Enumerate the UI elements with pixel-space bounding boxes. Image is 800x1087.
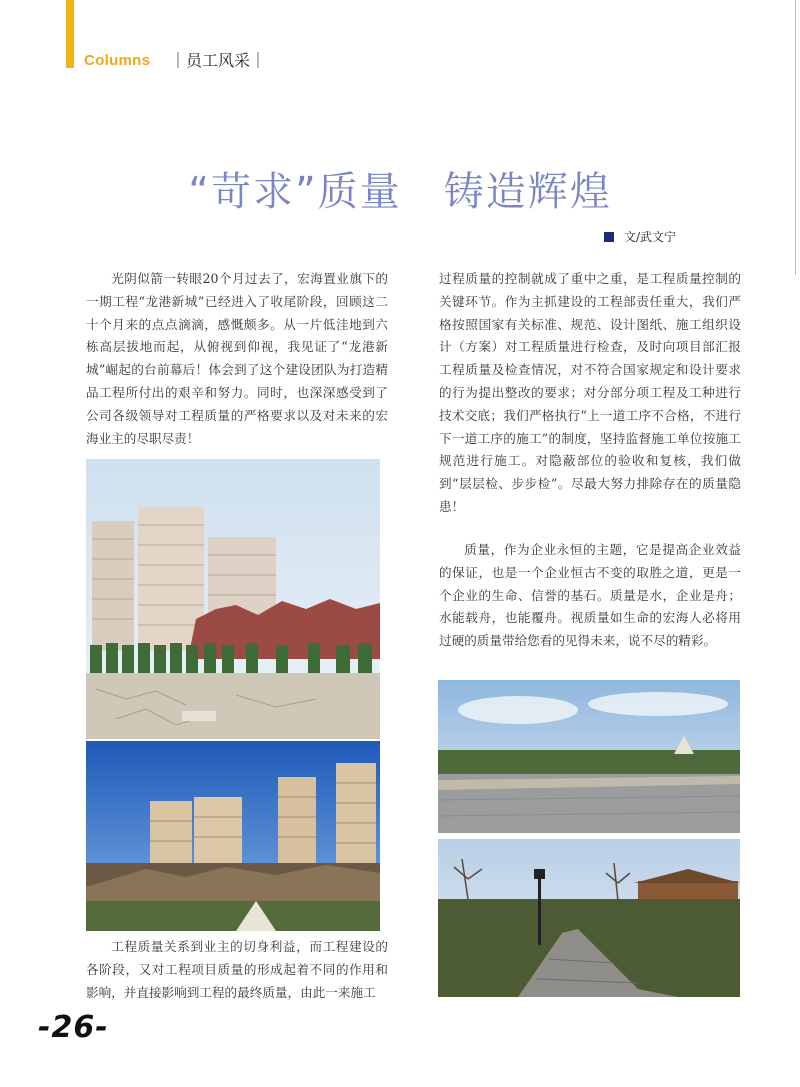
section-label: ｜员工风采｜	[170, 51, 267, 70]
photo-completed-towers	[86, 741, 380, 931]
text-column-left-lower	[86, 936, 388, 1004]
byline-square-icon	[604, 232, 614, 242]
photo-construction-site	[86, 459, 380, 739]
paragraph-intro: 光阴似箭一转眼20个月过去了，宏海置业旗下的一期工程“龙港新城”已经进入了收尾阶段，回顾这二十个月来的点点滴滴，感慨颇多。从一片低洼地到六栋高层拔地而起，从俯视到仰视，我见证了“龙港新城”崛起的台前幕后！体会到了这个建设团队为打造精品工程所付出的艰辛和努力。同时，也深深感受到了公司各级领导对工程质量的严格要求以及对未来的宏海业主的尽职尽责！	[86, 271, 388, 446]
photo-plaza	[438, 680, 740, 833]
text-column-left	[86, 268, 388, 450]
paragraph-continued: 过程质量的控制就成了重中之重，是工程质量控制的关键环节。作为主抓建设的工程部责任重大，我们严格按照国家有关标准、规范、设计图纸、施工组织设计（方案）对工程质量进行检查，及时向项目部汇报工程质量及检查情况，对不符合国家规定和设计要求的行为提出整改的要求；对分部分项工程及工种进行技术交底；我们严格执行“上一道工序不合格，不进行下一道工序的施工”的制度，坚持监督施工单位按施工规范进行施工。对隐蔽部位的验收和复核，我们做到“层层检、步步检”。尽最大努力排除存在的质量隐患！	[439, 271, 741, 514]
paragraph-project-quality: 工程质量关系到业主的切身利益，而工程建设的各阶段，又对工程项目质量的形成起着不同的作用和影响，并直接影响到工程的最终质量，由此一来施工	[86, 939, 388, 1000]
photo-garden-path	[438, 839, 740, 997]
accent-bar	[66, 0, 74, 68]
page-number: -26-	[38, 1010, 109, 1045]
paragraph-quality: 质量，作为企业永恒的主题，它是提高企业效益的保证，也是一个企业恒古不变的取胜之道，更是一个企业的生命、信誉的基石。质量是水，企业是舟；水能载舟，也能覆舟。视质量如生命的宏海人必将用过硬的质量带给您看的见得未来，说不尽的精彩。	[439, 542, 741, 649]
page-edge-rule	[795, 0, 796, 275]
byline	[604, 228, 676, 245]
byline-text: 文/武文宁	[624, 230, 677, 244]
text-column-right	[439, 268, 741, 519]
article-title: “苛求”质量 铸造辉煌	[188, 169, 612, 215]
columns-label: Columns	[84, 52, 151, 69]
text-column-right-lower	[439, 539, 741, 653]
